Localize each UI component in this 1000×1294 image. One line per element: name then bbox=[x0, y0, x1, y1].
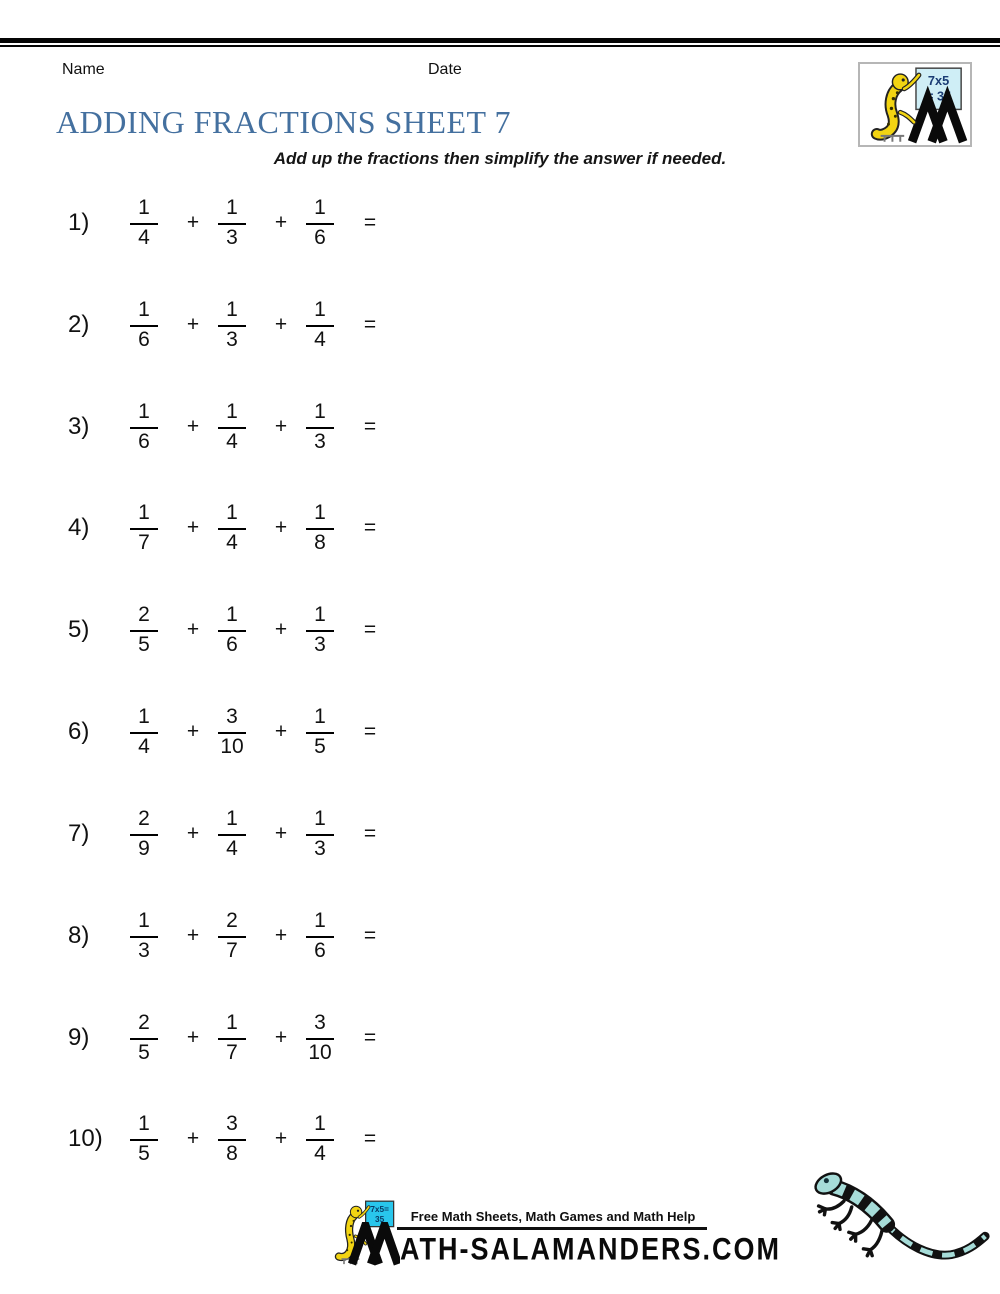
problem-number: 6) bbox=[68, 718, 90, 745]
fraction-numerator: 1 bbox=[306, 298, 334, 326]
fraction-denominator: 3 bbox=[226, 327, 238, 351]
fraction-denominator: 4 bbox=[226, 530, 238, 554]
fraction-numerator: 1 bbox=[306, 603, 334, 631]
problem-number: 3) bbox=[68, 413, 90, 440]
plus-sign: + bbox=[274, 313, 288, 336]
fraction bbox=[210, 909, 254, 962]
problem-row-1 bbox=[68, 185, 380, 261]
top-rule-thin bbox=[0, 45, 1000, 47]
fraction-numerator: 1 bbox=[218, 400, 246, 428]
fraction bbox=[122, 1112, 166, 1165]
fraction-numerator: 2 bbox=[130, 1011, 158, 1039]
equals-sign: = bbox=[363, 1026, 377, 1049]
fraction bbox=[298, 501, 342, 554]
fraction bbox=[122, 298, 166, 351]
fraction bbox=[210, 807, 254, 860]
problem-row-7 bbox=[68, 796, 380, 872]
fraction bbox=[122, 400, 166, 453]
fraction bbox=[298, 705, 342, 758]
problem-row-8 bbox=[68, 898, 380, 974]
fraction bbox=[122, 196, 166, 249]
fraction-numerator: 2 bbox=[130, 603, 158, 631]
problem-number: 9) bbox=[68, 1024, 90, 1051]
fraction-numerator: 3 bbox=[306, 1011, 334, 1039]
problem-row-10 bbox=[68, 1101, 380, 1177]
fraction-denominator: 4 bbox=[226, 429, 238, 453]
fraction bbox=[210, 298, 254, 351]
fraction-denominator: 5 bbox=[138, 632, 150, 656]
fraction-numerator: 1 bbox=[306, 196, 334, 224]
equals-sign: = bbox=[363, 924, 377, 947]
problem-number: 8) bbox=[68, 922, 90, 949]
fraction bbox=[210, 400, 254, 453]
plus-sign: + bbox=[186, 1026, 200, 1049]
fraction-denominator: 10 bbox=[308, 1040, 332, 1064]
fraction-numerator: 1 bbox=[306, 400, 334, 428]
plus-sign: + bbox=[186, 415, 200, 438]
plus-sign: + bbox=[186, 822, 200, 845]
problem-number: 7) bbox=[68, 820, 90, 847]
fraction bbox=[298, 1112, 342, 1165]
fraction-numerator: 1 bbox=[130, 400, 158, 428]
date-label: Date bbox=[428, 61, 462, 78]
fraction bbox=[210, 603, 254, 656]
fraction-denominator: 8 bbox=[226, 1141, 238, 1165]
fraction-denominator: 7 bbox=[138, 530, 150, 554]
plus-sign: + bbox=[274, 720, 288, 743]
fraction-numerator: 1 bbox=[130, 196, 158, 224]
fraction bbox=[298, 400, 342, 453]
fraction-denominator: 6 bbox=[314, 225, 326, 249]
problem-row-6 bbox=[68, 694, 380, 770]
equals-sign: = bbox=[363, 1127, 377, 1150]
plus-sign: + bbox=[274, 618, 288, 641]
plus-sign: + bbox=[186, 618, 200, 641]
equals-sign: = bbox=[363, 415, 377, 438]
plus-sign: + bbox=[274, 1026, 288, 1049]
fraction bbox=[122, 1011, 166, 1064]
top-rule-thick bbox=[0, 38, 1000, 43]
fraction-numerator: 2 bbox=[130, 807, 158, 835]
fraction-denominator: 5 bbox=[138, 1040, 150, 1064]
equals-sign: = bbox=[363, 720, 377, 743]
plus-sign: + bbox=[274, 415, 288, 438]
fraction-denominator: 5 bbox=[138, 1141, 150, 1165]
footer-board-line2: 35 bbox=[375, 1215, 385, 1225]
plus-sign: + bbox=[274, 924, 288, 947]
fraction-denominator: 4 bbox=[138, 225, 150, 249]
plus-sign: + bbox=[274, 211, 288, 234]
fraction-denominator: 6 bbox=[314, 938, 326, 962]
plus-sign: + bbox=[274, 516, 288, 539]
fraction-denominator: 9 bbox=[138, 836, 150, 860]
equals-sign: = bbox=[363, 822, 377, 845]
fraction-denominator: 6 bbox=[138, 429, 150, 453]
problem-number: 1) bbox=[68, 209, 90, 236]
footer-board-line1: 7x5= bbox=[370, 1205, 389, 1214]
problem-number: 10) bbox=[68, 1125, 103, 1152]
fraction bbox=[122, 807, 166, 860]
plus-sign: + bbox=[186, 211, 200, 234]
fraction-denominator: 6 bbox=[138, 327, 150, 351]
fraction-numerator: 1 bbox=[218, 298, 246, 326]
page-title: ADDING FRACTIONS SHEET 7 bbox=[56, 104, 511, 140]
fraction-denominator: 4 bbox=[138, 734, 150, 758]
problem-row-3 bbox=[68, 389, 380, 465]
fraction-denominator: 3 bbox=[314, 632, 326, 656]
name-label: Name bbox=[62, 61, 105, 78]
fraction-numerator: 1 bbox=[130, 705, 158, 733]
fraction-denominator: 10 bbox=[220, 734, 244, 758]
fraction-denominator: 6 bbox=[226, 632, 238, 656]
fraction-numerator: 1 bbox=[306, 705, 334, 733]
problem-number: 4) bbox=[68, 514, 90, 541]
fraction-denominator: 4 bbox=[314, 1141, 326, 1165]
fraction bbox=[210, 196, 254, 249]
fraction-numerator: 2 bbox=[218, 909, 246, 937]
plus-sign: + bbox=[274, 822, 288, 845]
problem-number: 5) bbox=[68, 616, 90, 643]
plus-sign: + bbox=[186, 313, 200, 336]
problem-row-4 bbox=[68, 490, 380, 566]
fraction-numerator: 1 bbox=[130, 1112, 158, 1140]
fraction bbox=[122, 909, 166, 962]
fraction-numerator: 1 bbox=[218, 603, 246, 631]
fraction-denominator: 3 bbox=[138, 938, 150, 962]
board-text-line1: 7x5 bbox=[927, 72, 950, 88]
fraction-numerator: 3 bbox=[218, 1112, 246, 1140]
problem-number: 2) bbox=[68, 311, 90, 338]
fraction-denominator: 7 bbox=[226, 938, 238, 962]
equals-sign: = bbox=[363, 313, 377, 336]
plus-sign: + bbox=[186, 1127, 200, 1150]
corner-salamander-icon bbox=[803, 1162, 993, 1287]
fraction-denominator: 4 bbox=[226, 836, 238, 860]
fraction-denominator: 3 bbox=[314, 429, 326, 453]
footer-m-logo-icon bbox=[348, 1222, 400, 1266]
plus-sign: + bbox=[186, 924, 200, 947]
footer-divider-line bbox=[397, 1227, 707, 1230]
fraction bbox=[298, 807, 342, 860]
fraction bbox=[122, 501, 166, 554]
fraction-numerator: 1 bbox=[306, 501, 334, 529]
fraction-denominator: 5 bbox=[314, 734, 326, 758]
fraction-denominator: 7 bbox=[226, 1040, 238, 1064]
problem-row-9 bbox=[68, 1000, 380, 1076]
board-text-line2: = 35 bbox=[925, 88, 952, 104]
fraction bbox=[122, 705, 166, 758]
fraction bbox=[210, 501, 254, 554]
plus-sign: + bbox=[274, 1127, 288, 1150]
fraction-numerator: 1 bbox=[306, 807, 334, 835]
fraction-numerator: 1 bbox=[218, 807, 246, 835]
fraction-numerator: 1 bbox=[306, 909, 334, 937]
fraction-numerator: 1 bbox=[306, 1112, 334, 1140]
fraction bbox=[210, 1011, 254, 1064]
salamander-logo-box bbox=[858, 62, 972, 147]
plus-sign: + bbox=[186, 720, 200, 743]
problem-row-5 bbox=[68, 592, 380, 668]
site-name-text: ATH-SALAMANDERS.COM bbox=[400, 1231, 781, 1267]
fraction bbox=[298, 298, 342, 351]
footer-tagline: Free Math Sheets, Math Games and Math Help bbox=[410, 1209, 696, 1224]
fraction bbox=[298, 603, 342, 656]
fraction-numerator: 3 bbox=[218, 705, 246, 733]
problem-row-2 bbox=[68, 287, 380, 363]
fraction bbox=[298, 909, 342, 962]
fraction-numerator: 1 bbox=[218, 1011, 246, 1039]
equals-sign: = bbox=[363, 618, 377, 641]
fraction bbox=[210, 1112, 254, 1165]
fraction-numerator: 1 bbox=[218, 501, 246, 529]
fraction-denominator: 8 bbox=[314, 530, 326, 554]
fraction-numerator: 1 bbox=[218, 196, 246, 224]
fraction bbox=[298, 1011, 342, 1064]
plus-sign: + bbox=[186, 516, 200, 539]
fraction bbox=[298, 196, 342, 249]
fraction-denominator: 3 bbox=[226, 225, 238, 249]
fraction-denominator: 3 bbox=[314, 836, 326, 860]
fraction bbox=[122, 603, 166, 656]
fraction-denominator: 4 bbox=[314, 327, 326, 351]
instructions-text: Add up the fractions then simplify the answer if needed. bbox=[273, 149, 727, 168]
equals-sign: = bbox=[363, 516, 377, 539]
equals-sign: = bbox=[363, 211, 377, 234]
fraction-numerator: 1 bbox=[130, 909, 158, 937]
fraction-numerator: 1 bbox=[130, 298, 158, 326]
salamander-logo-icon bbox=[861, 65, 969, 144]
fraction-numerator: 1 bbox=[130, 501, 158, 529]
fraction bbox=[210, 705, 254, 758]
